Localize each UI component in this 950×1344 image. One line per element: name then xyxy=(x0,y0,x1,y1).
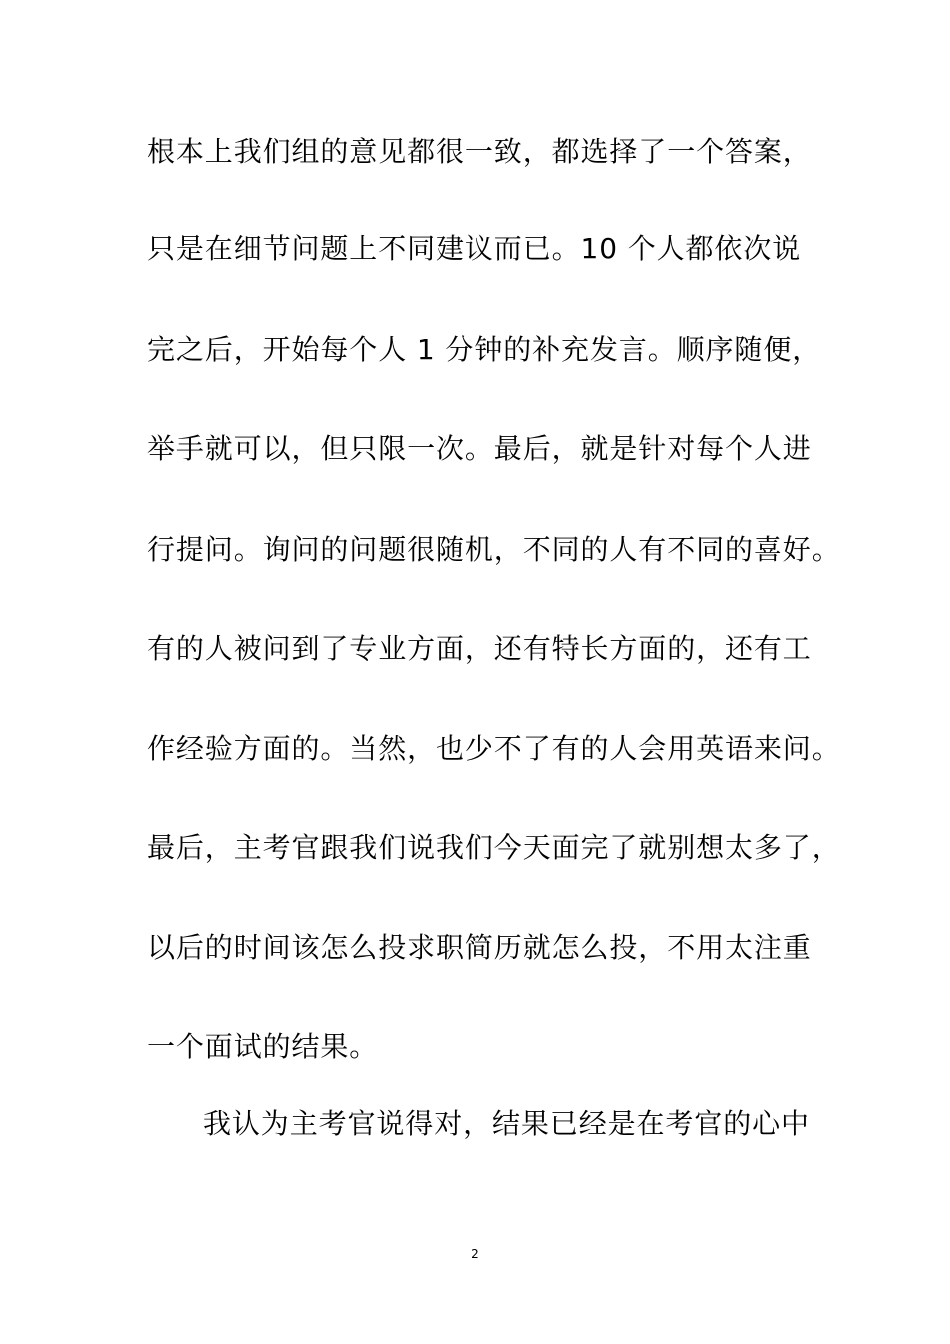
text-line-8: 最后，主考官跟我们说我们今天面完了就别想太多了， xyxy=(147,831,841,864)
paragraph-start-line: 我认为主考官说得对，结果已经是在考官的心中 xyxy=(203,1107,810,1140)
text-line-3: 完之后，开始每个人 1 分钟的补充发言。顺序随便， xyxy=(147,333,822,366)
text-line-9: 以后的时间该怎么投求职简历就怎么投，不用太注重 xyxy=(147,931,812,964)
text-line-5: 行提问。询问的问题很随机，不同的人有不同的喜好。 xyxy=(147,533,841,566)
text-line-4: 举手就可以，但只限一次。最后，就是针对每个人进 xyxy=(147,432,812,465)
page-number: 2 xyxy=(471,1247,479,1261)
text-line-2: 只是在细节问题上不同建议而已。10 个人都依次说 xyxy=(147,232,802,265)
text-line-10: 一个面试的结果。 xyxy=(147,1030,379,1063)
text-line-1: 根本上我们组的意见都很一致，都选择了一个答案， xyxy=(147,135,812,168)
text-line-6: 有的人被问到了专业方面，还有特长方面的，还有工 xyxy=(147,632,812,665)
text-line-7: 作经验方面的。当然，也少不了有的人会用英语来问。 xyxy=(147,732,841,765)
